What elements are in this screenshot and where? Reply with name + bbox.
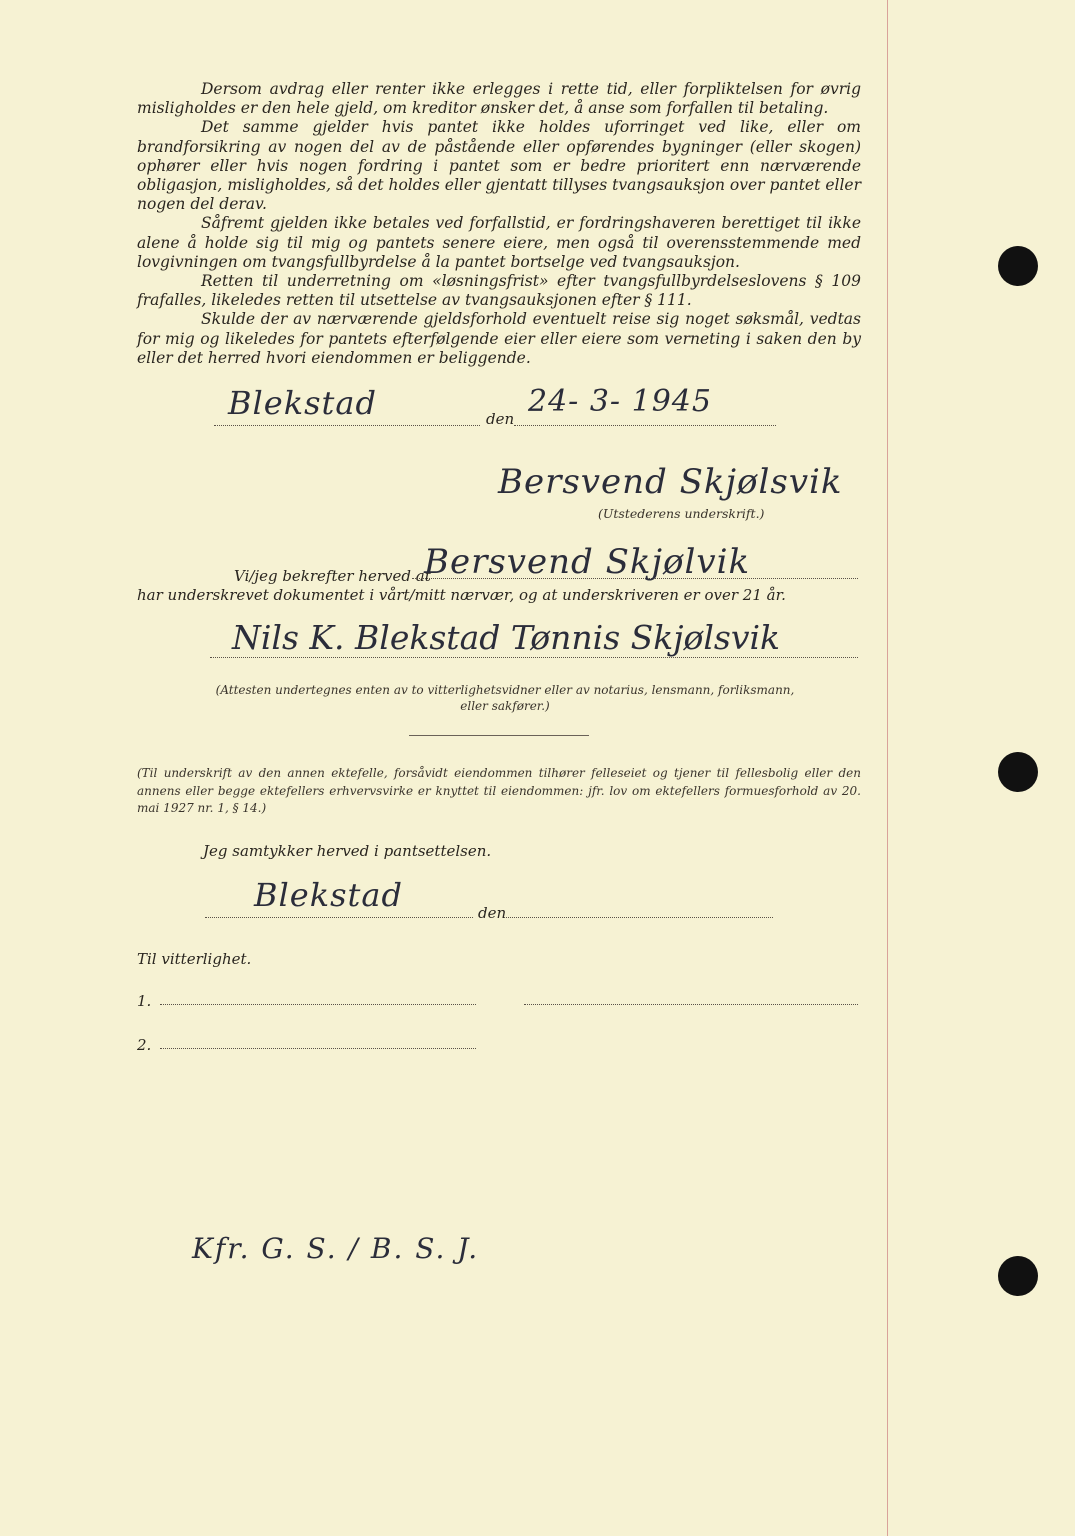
vitterlighet-title: Til vitterlighet. [137,950,252,968]
margin-rule [887,0,888,1536]
place-line [214,425,480,426]
witness-prefix: Vi/jeg bekrefter herved at [234,567,431,585]
spouse-place-line [205,917,473,918]
issuer-signature: Bersvend Skjølsvik [498,462,843,502]
consent-text: Jeg samtykker herved i pantsettelsen. [203,842,492,860]
witness-1-line-right [524,1004,858,1005]
terms-paragraph: Skulde der av nærværende gjeldsforhold eventuelt reise sig noget søksmål, vedtas for mig og likeledes for pantets efterfølgende eier eller eiere som verneting i saken den by eller det herred hvori eiendommen er beliggende. [137,310,861,367]
terms-paragraph: Det samme gjelder hvis pantet ikke holdes uforringet ved like, eller om brandforsikring av nogen del av de påstående eller opførendes bygninger (eller skogen) ophører eller hvis nogen fordring i pantet som er bedre prioritert enn nærværende obligasjon, misligholdes, så det holdes eller gjentatt tillyses tvangsauksjon over pantet eller nogen del derav. [137,118,861,214]
punch-hole [998,246,1038,286]
witness-number-1: 1. [137,992,152,1010]
terms-paragraph: Såfremt gjelden ikke betales ved forfallstid, er fordringshaveren berettiget til ikke alene å holde sig til mig og pantets senere eiere, men også til overensstemmende med lovgivningen om tvangsfullbyrdelse å la pantet bortselge ved tvangsauksjon. [137,214,861,271]
attestation-note: (Attesten undertegnes enten av to vitterlighetsvidner eller av notarius, lensmann, forliksmann, eller sakfører.) [215,683,795,713]
date-handwriting: 24- 3- 1945 [528,384,712,419]
witness-1-line-left [160,1004,476,1005]
punch-hole [998,752,1038,792]
spouse-place-handwriting: Blekstad [254,876,403,914]
witness-number-2: 2. [137,1036,152,1054]
terms-paragraph: Retten til underretning om «løsningsfrist» efter tvangsfullbyrdelseslovens § 109 frafalles, likeledes retten til utsettelse av tvangsauksjonen efter § 111. [137,272,861,310]
date-line [514,425,776,426]
witness-signatures-line [210,657,858,658]
place-handwriting: Blekstad [228,384,377,422]
witness-2-line [160,1048,476,1049]
spouse-date-line [506,917,773,918]
margin-note-handwriting: Kfr. G. S. / B. S. J. [192,1232,480,1265]
spouse-note: (Til underskrift av den annen ektefelle, forsåvidt eiendommen tilhører felleseiet og tjener til fellesbolig eller den annens eller begge ektefellers erhvervsvirke er knyttet til eiendommen: jfr. lov om ektefellers formuesforhold av 20. mai 1927 nr. 1, § 14.) [137,766,861,815]
terms-text [137,80,861,368]
punch-hole [998,1256,1038,1296]
terms-paragraph: Dersom avdrag eller renter ikke erlegges i rette tid, eller forpliktelsen for øvrig misligholdes er den hele gjeld, om kreditor ønsker det, å anse som forfallen til betaling. [137,80,861,118]
witness-name-handwriting: Bersvend Skjølvik [424,542,751,582]
issuer-caption: (Utstederens underskrift.) [598,506,765,521]
den-label: den [486,410,515,428]
witness-line2: har underskrevet dokumentet i vårt/mitt nærvær, og at underskriveren er over 21 år. [137,586,786,604]
divider [409,735,589,736]
spouse-den-label: den [478,904,507,922]
witness-signatures: Nils K. Blekstad Tønnis Skjølsvik [232,618,781,657]
